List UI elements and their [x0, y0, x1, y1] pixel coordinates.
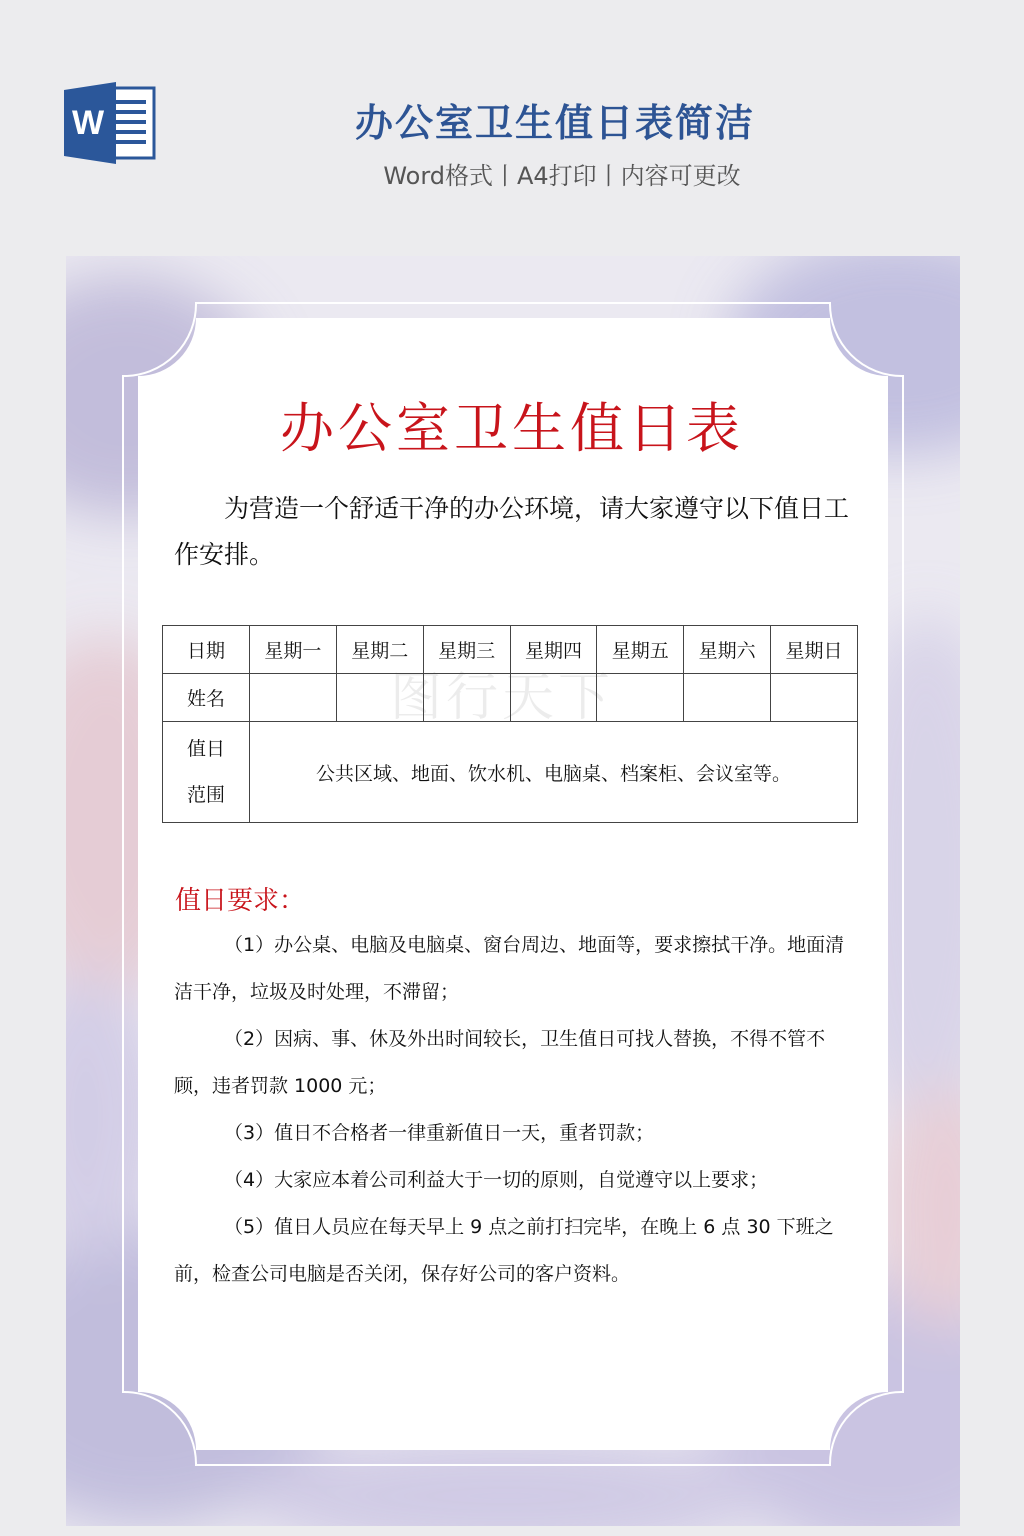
name-cell[interactable]: [336, 674, 423, 722]
requirement-item: （4）大家应本着公司利益大于一切的原则，自觉遵守以上要求；: [224, 1169, 769, 1191]
name-cell[interactable]: [423, 674, 510, 722]
requirement-item: （1）办公桌、电脑及电脑桌、窗台周边、地面等，要求擦拭干净。地面清洁干净，垃圾及时处理，不滞留；: [174, 934, 845, 1003]
table-cell: 星期五: [597, 626, 684, 674]
word-logo-letter: W: [71, 104, 105, 142]
table-cell: 日期: [163, 626, 250, 674]
requirement-item: （5）值日人员应在每天早上 9 点之前打扫完毕，在晚上 6 点 30 下班之前，检查公司电脑是否关闭，保存好公司的客户资料。: [174, 1216, 834, 1285]
name-cell[interactable]: [510, 674, 597, 722]
name-cell[interactable]: [597, 674, 684, 722]
page-title: 办公室卫生值日表简洁: [354, 101, 755, 145]
table-cell: 星期二: [336, 626, 423, 674]
table-name-row: [163, 674, 858, 722]
watermark: 图行天下: [390, 668, 615, 728]
duty-table: [162, 625, 858, 823]
requirements-list: [174, 922, 850, 1298]
table-cell: 星期三: [423, 626, 510, 674]
table-cell: 星期一: [250, 626, 337, 674]
scope-label-line: 值日: [186, 738, 225, 760]
table-cell: 星期六: [684, 626, 771, 674]
scope-label: [163, 722, 250, 823]
name-cell[interactable]: [684, 674, 771, 722]
scope-value: 公共区域、地面、饮水机、电脑桌、档案柜、会议室等。: [250, 722, 858, 823]
requirement-item: （3）值日不合格者一律重新值日一天，重者罚款；: [224, 1122, 655, 1144]
table-header-row: [163, 626, 858, 674]
scope-label-line: 范围: [186, 784, 225, 806]
table-scope-row: [163, 722, 858, 823]
name-cell[interactable]: [771, 674, 858, 722]
document-title: 办公室卫生值日表: [280, 397, 744, 460]
page-subtitle: Word格式丨A4打印丨内容可更改: [383, 162, 741, 190]
name-label: 姓名: [163, 674, 250, 722]
table-cell: 星期四: [510, 626, 597, 674]
intro-paragraph: 为营造一个舒适干净的办公环境，请大家遵守以下值日工作安排。: [174, 494, 850, 569]
table-cell: 星期日: [771, 626, 858, 674]
requirement-item: （2）因病、事、休及外出时间较长，卫生值日可找人替换，不得不管不顾，违者罚款 1000 元；: [174, 1028, 826, 1097]
requirements-title: 值日要求：: [175, 886, 306, 916]
name-cell[interactable]: [250, 674, 337, 722]
